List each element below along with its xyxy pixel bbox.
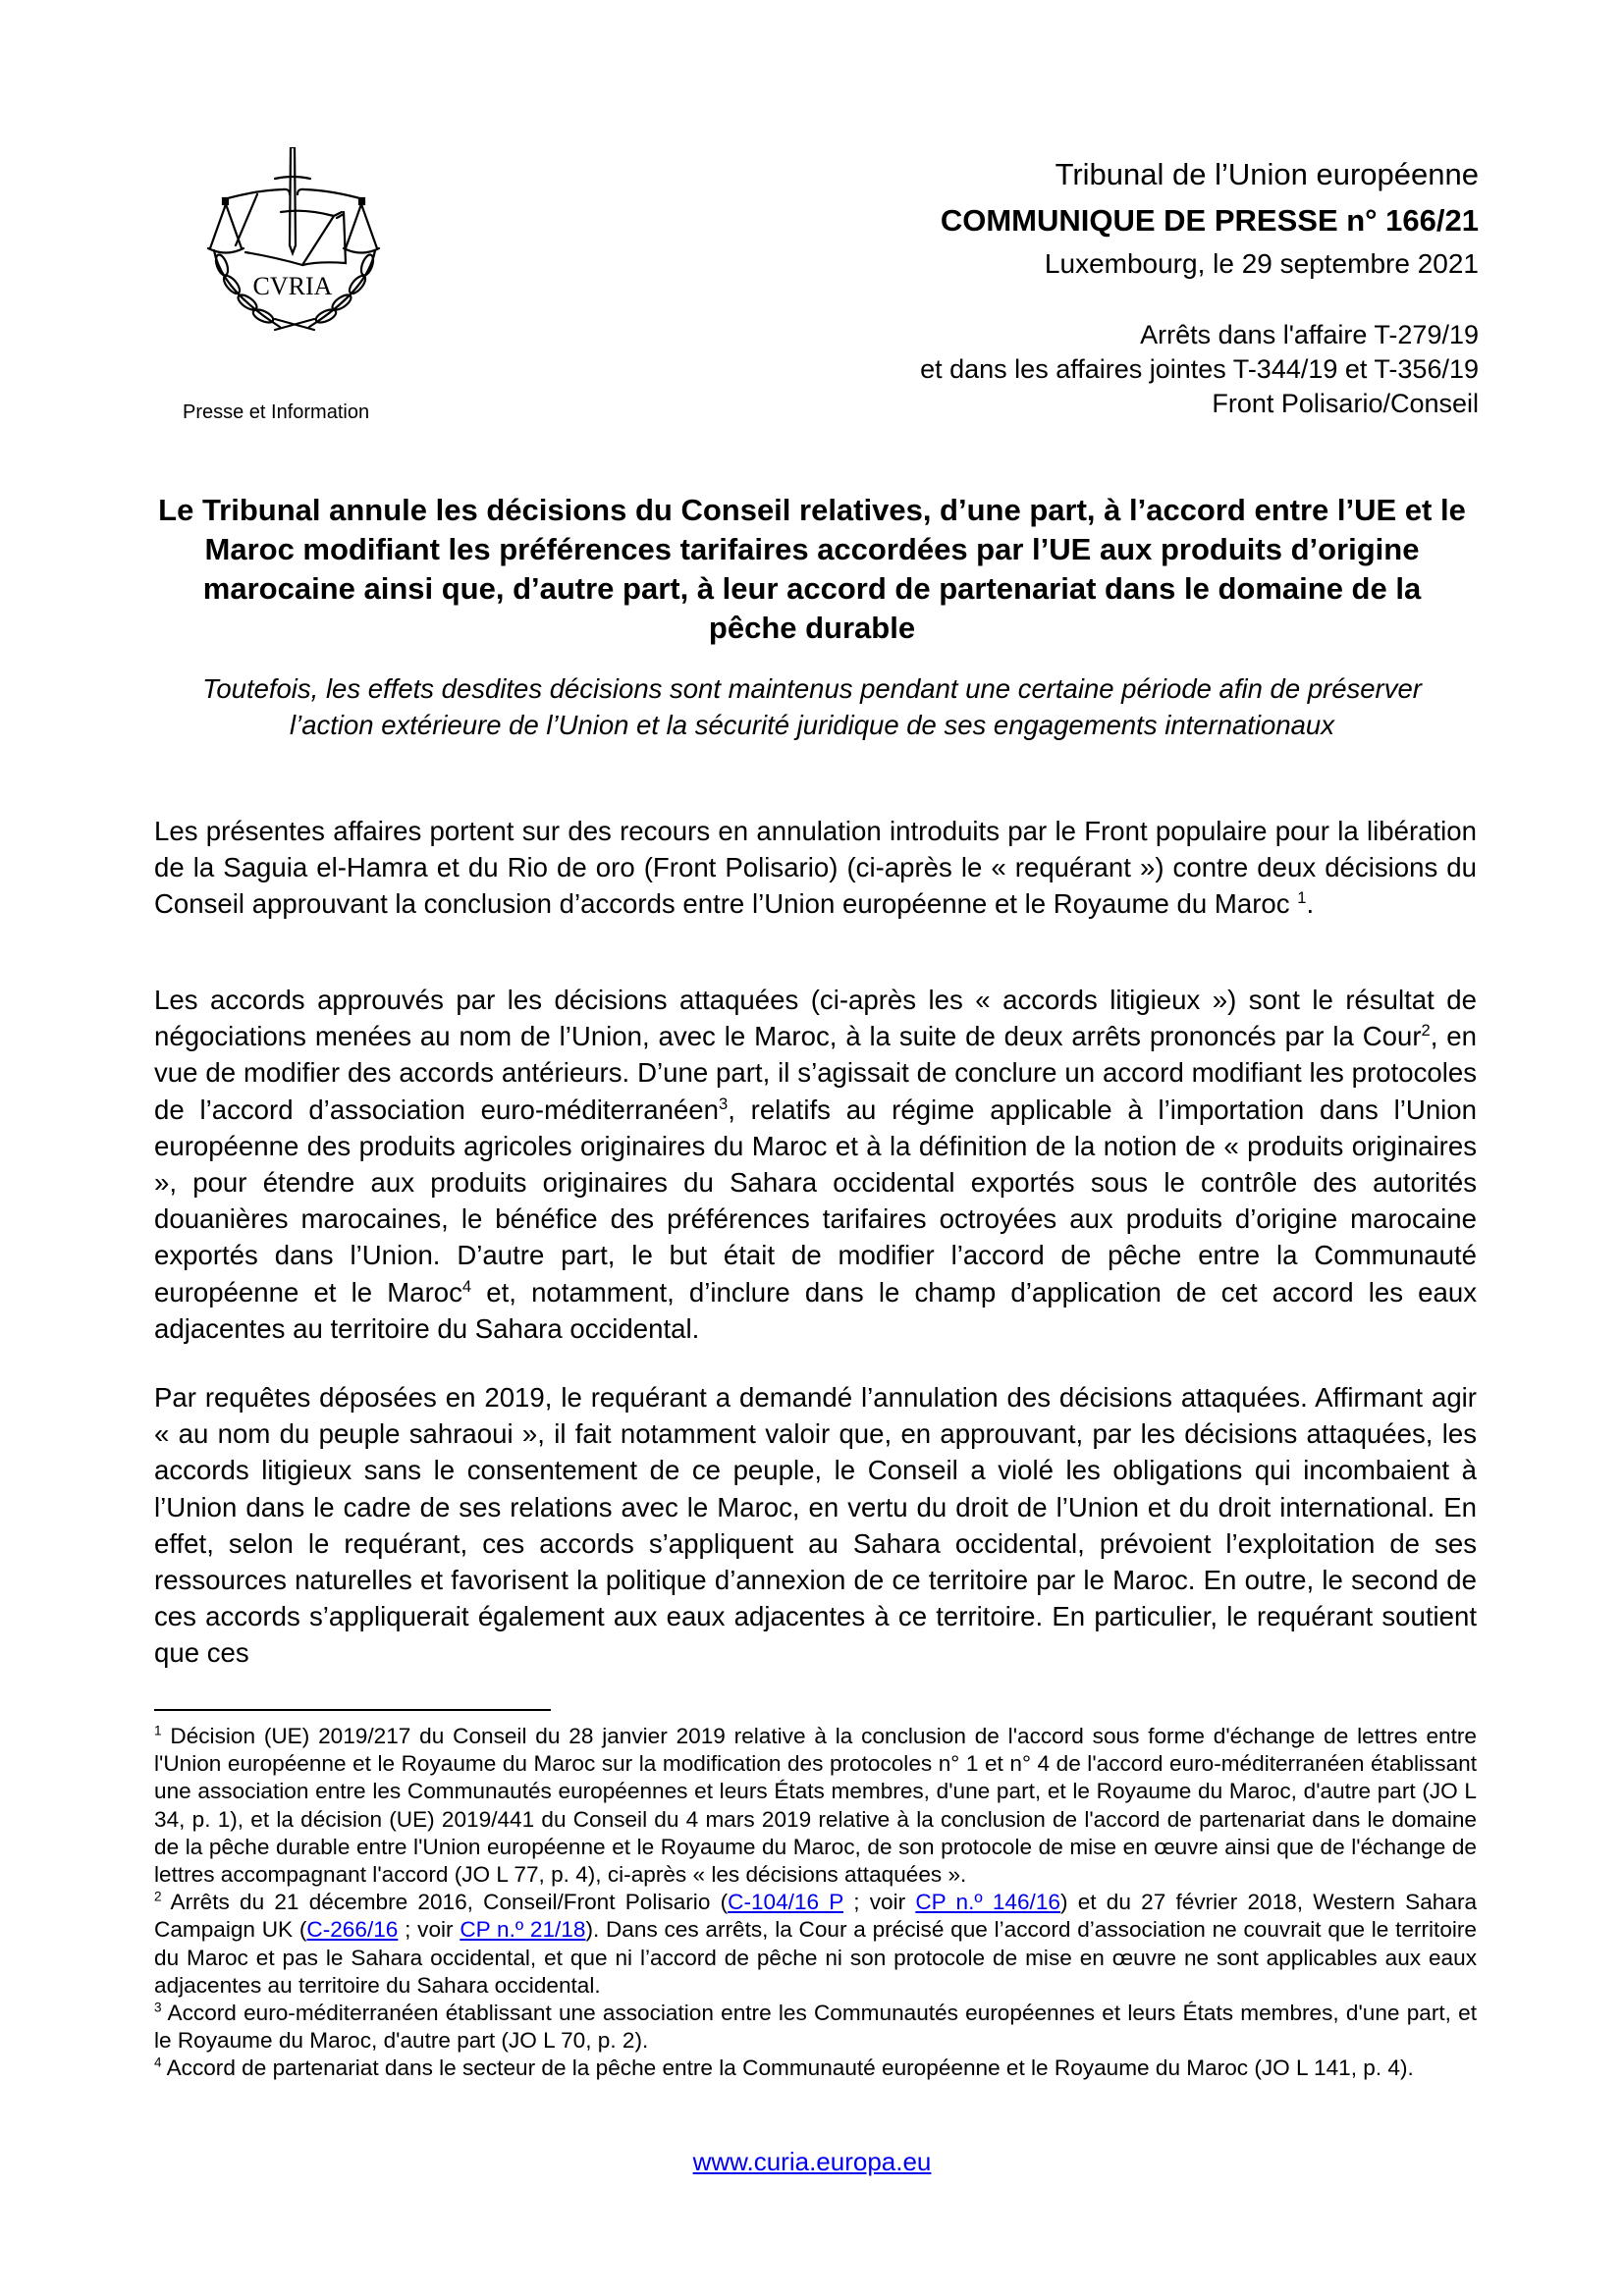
- case-line: et dans les affaires jointes T-344/19 et T-356/19: [920, 354, 1479, 384]
- footnote-number: 1: [154, 1723, 162, 1738]
- paragraph-text: , en vue de modifier des accords antérieurs. D’une part, il s’agissait de conclure un accord modifiant les protocoles de l’accord d’association euro-méditerranéen: [154, 1021, 1478, 1125]
- website-link[interactable]: www.curia.europa.eu: [692, 2147, 932, 2176]
- footnote-text: Arrêts du 21 décembre 2016, Conseil/Front Polisario (: [161, 1890, 729, 1915]
- paragraph-text: , relatifs au régime applicable à l’importation dans l’Union européenne des produits agricoles originaires du Maroc et à la définition de la notion de « produits originaires », pour étendre aux produits originaires du Sahara occidental exportés sous le contrôle des autorités douanières marocaines, le bénéfice des préférences tarifaires octroyées aux produits d’origine marocaine exportés dans l’Union. D’autre part, le but était de modifier l’accord de pêche entre la Communauté européenne et le Maroc: [154, 1094, 1477, 1308]
- footnote-2: [154, 1889, 1477, 2000]
- department-label: Presse et Information: [183, 401, 370, 423]
- footnote-text: Accord euro-méditerranéen établissant une association entre les Communautés européennes et leurs États membres, d'une part, et le Royaume du Maroc, d'autre part (JO L 70, p. 2).: [154, 2001, 1477, 2054]
- paragraph-text: Les accords approuvés par les décisions attaquées (ci-après les « accords litigieux ») sont le résultat de négociations menées au nom de l’Union, avec le Maroc, à la suite de deux arrêts prononcés par la Cour: [154, 985, 1477, 1052]
- footnote-text: ) et du 27 février 2018, Western Sahara Campaign UK (: [154, 1890, 1478, 1943]
- footnote-3: [154, 2000, 1477, 2055]
- footnote-text: Accord de partenariat dans le secteur de la pêche entre la Communauté européenne et le Royaume du Maroc (JO L 141, p. 4).: [161, 2056, 1414, 2081]
- paragraph-text: Les présentes affaires portent sur des recours en annulation introduits par le Front populaire pour la libération de la Saguia el-Hamra et du Rio de oro (Front Polisario) (ci-après le « requérant ») contre deux décisions du Conseil approuvant la conclusion d’accords entre l’Union européenne et le Royaume du Maroc: [154, 816, 1477, 920]
- footnote-ref[interactable]: 2: [1421, 1021, 1431, 1041]
- press-release-number: COMMUNIQUE DE PRESSE n° 166/21: [940, 203, 1479, 238]
- footnotes: [154, 1723, 1477, 2083]
- footnote-ref[interactable]: 3: [719, 1094, 729, 1113]
- svg-text:CVRIA: CVRIA: [252, 272, 333, 300]
- press-release-link-21-18[interactable]: CP n.º 21/18: [460, 1917, 586, 1943]
- subheadline: Toutefois, les effets desdites décisions sont maintenus pendant une certaine période afin de préserver l’action extérieure de l’Union et la sécurité juridique de ses engagements internationaux: [202, 673, 1422, 740]
- footer: [0, 2147, 1624, 2177]
- court-name: Tribunal de l’Union européenne: [1055, 157, 1479, 191]
- case-line: Arrêts dans l'affaire T-279/19: [1140, 320, 1479, 349]
- paragraph-text: et, notamment, d’inclure dans le champ d’application de cet accord les eaux adjacentes au territoire du Sahara occidental.: [154, 1276, 1477, 1344]
- body-paragraph: Par requêtes déposées en 2019, le requérant a demandé l’annulation des décisions attaquées. Affirmant agir « au nom du peuple sahraoui », il fait notamment valoir que, en approuvant, par les décisions attaquées, les accords litigieux sans le consentement de ce peuple, le Conseil a violé les obligations qui incombaient à l’Union dans le cadre de ses relations avec le Maroc, en vertu du droit de l’Union et du droit international. En effet, selon le requérant, ces accords s’appliquent au Sahara occidental, prévoient l’exploitation de ses ressources naturelles et favorisent la politique d’annexion de ce territoire par le Maroc. En outre, le second de ces accords s’appliquerait également aux eaux adjacentes à ce territoire. En particulier, le requérant soutient que ces: [154, 1382, 1477, 1669]
- curia-logo: [196, 147, 417, 368]
- footnote-number: 4: [154, 2055, 162, 2070]
- footnote-number: 3: [154, 2000, 162, 2015]
- case-line: Front Polisario/Conseil: [1212, 389, 1479, 418]
- footnote-text: Décision (UE) 2019/217 du Conseil du 28 janvier 2019 relative à la conclusion de l'accord sous forme d'échange de lettres entre l'Union européenne et le Royaume du Maroc sur la modification des protocoles n° 1 et n° 4 de l'accord euro-méditerranéen établissant une association entre les Communautés européennes et leurs États membres, d'une part, et le Royaume du Maroc, d'autre part (JO L 34, p. 1), et la décision (UE) 2019/441 du Conseil du 4 mars 2019 relative à la conclusion de l'accord de partenariat dans le domaine de la pêche durable entre l'Union européenne et le Royaume du Maroc, de son protocole de mise en œuvre ainsi que de l'échange de lettres accompagnant l'accord (JO L 77, p. 4), ci-après « les décisions attaquées ».: [154, 1724, 1477, 1888]
- press-release-link-146-16[interactable]: CP n.º 146/16: [915, 1890, 1060, 1915]
- footnote-number: 2: [154, 1889, 162, 1904]
- footnote-4: [154, 2055, 1477, 2082]
- case-references: [595, 318, 1479, 421]
- press-header: [595, 155, 1479, 421]
- case-link-c-104-16[interactable]: C-104/16 P: [728, 1890, 843, 1915]
- footnote-1: [154, 1723, 1477, 1889]
- body-paragraph: [154, 982, 1477, 1347]
- footnote-text: ; voir: [842, 1890, 916, 1915]
- footnote-ref[interactable]: 4: [461, 1276, 472, 1296]
- scales-of-justice-icon: [196, 147, 417, 368]
- case-link-c-266-16[interactable]: C-266/16: [306, 1917, 399, 1943]
- footnote-separator: [154, 1709, 551, 1711]
- paragraph-text: .: [1306, 888, 1315, 920]
- footnote-ref[interactable]: 1: [1297, 888, 1307, 908]
- place-date: Luxembourg, le 29 septembre 2021: [1044, 248, 1479, 279]
- headline: Le Tribunal annule les décisions du Conseil relatives, d’une part, à l’accord entre l’UE et le Maroc modifiant les préférences tarifaires accordées par l’UE aux produits d’origine marocaine ainsi que, d’autre part, à leur accord de partenariat dans le domaine de la pêche durable: [158, 493, 1466, 645]
- body-paragraph: [154, 813, 1477, 923]
- footnote-text: ; voir: [398, 1917, 460, 1943]
- footnote-text: ). Dans ces arrêts, la Cour a précisé que l’accord d’association ne couvrait que le territoire du Maroc et pas le Sahara occidental, et que ni l’accord de pêche ni son protocole de mise en œuvre ne sont applicables aux eaux adjacentes au territoire du Sahara occidental.: [154, 1917, 1477, 1998]
